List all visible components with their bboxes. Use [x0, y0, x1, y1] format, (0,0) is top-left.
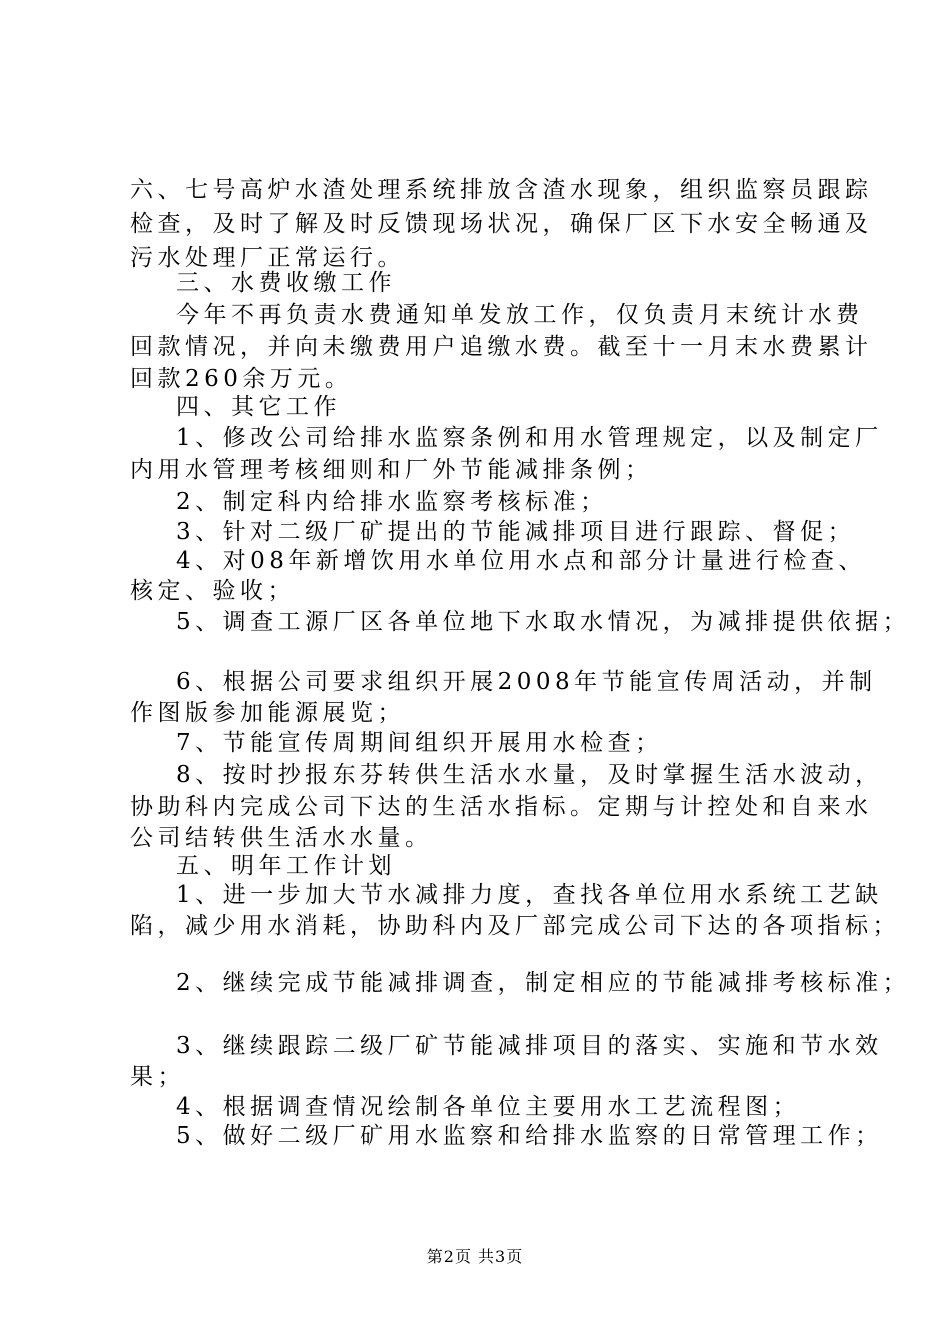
- list-item: 3、继续跟踪二级厂矿节能减排项目的落实、实施和节水效: [176, 1033, 883, 1059]
- list-item: 3、针对二级厂矿提出的节能减排项目进行跟踪、督促；: [176, 519, 856, 545]
- list-item: 2、继续完成节能减排调查，制定相应的节能减排考核标准；: [176, 970, 911, 996]
- text-line: 回款情况，并向未缴费用户追缴水费。截至十一月末水费累计: [130, 334, 873, 360]
- text-line: 六、七号高炉水渣处理系统排放含渣水现象，组织监察员跟踪: [130, 177, 873, 203]
- text-line: 核定、验收；: [130, 578, 295, 604]
- list-item: 4、对08年新增饮用水单位用水点和部分计量进行检查、: [176, 548, 866, 574]
- list-item: 8、按时抄报东芬转供生活水水量，及时掌握生活水波动，: [176, 762, 883, 788]
- section-heading: 五、明年工作计划: [176, 853, 396, 879]
- list-item: 7、节能宣传周期间组织开展用水检查；: [176, 730, 663, 756]
- list-item: 4、根据调查情况绘制各单位主要用水工艺流程图；: [176, 1094, 801, 1120]
- text-line: 检查，及时了解及时反馈现场状况，确保厂区下水安全畅通及: [130, 211, 873, 237]
- section-heading: 三、水费收缴工作: [176, 270, 396, 296]
- list-item: 1、修改公司给排水监察条例和用水管理规定，以及制定厂: [176, 425, 883, 451]
- list-item: 5、调查工源厂区各单位地下水取水情况，为减排提供依据；: [176, 609, 911, 635]
- list-item: 5、做好二级厂矿用水监察和给排水监察的日常管理工作；: [176, 1123, 883, 1149]
- list-item: 2、制定科内给排水监察考核标准；: [176, 489, 608, 515]
- text-line: 协助科内完成公司下达的生活水指标。定期与计控处和自来水: [130, 794, 873, 820]
- text-line: 回款260余万元。: [130, 366, 353, 392]
- text-line: 公司结转供生活水水量。: [130, 825, 433, 851]
- section-heading: 四、其它工作: [176, 394, 341, 420]
- text-line: 内用水管理考核细则和厂外节能减排条例；: [130, 457, 653, 483]
- text-line: 今年不再负责水费通知单发放工作，仅负责月末统计水费: [176, 302, 864, 328]
- text-line: 作图版参加能源展览；: [130, 700, 405, 726]
- list-item: 6、根据公司要求组织开展2008年节能宣传周活动，并制: [176, 669, 877, 695]
- text-line: 陷，减少用水消耗，协助科内及厂部完成公司下达的各项指标；: [130, 913, 900, 939]
- text-line: 果；: [130, 1064, 185, 1090]
- page-footer: 第2页 共3页: [426, 1247, 524, 1266]
- text-line: 污水处理厂正常运行。: [130, 245, 405, 271]
- list-item: 1、进一步加大节水减排力度，查找各单位用水系统工艺缺: [176, 882, 883, 908]
